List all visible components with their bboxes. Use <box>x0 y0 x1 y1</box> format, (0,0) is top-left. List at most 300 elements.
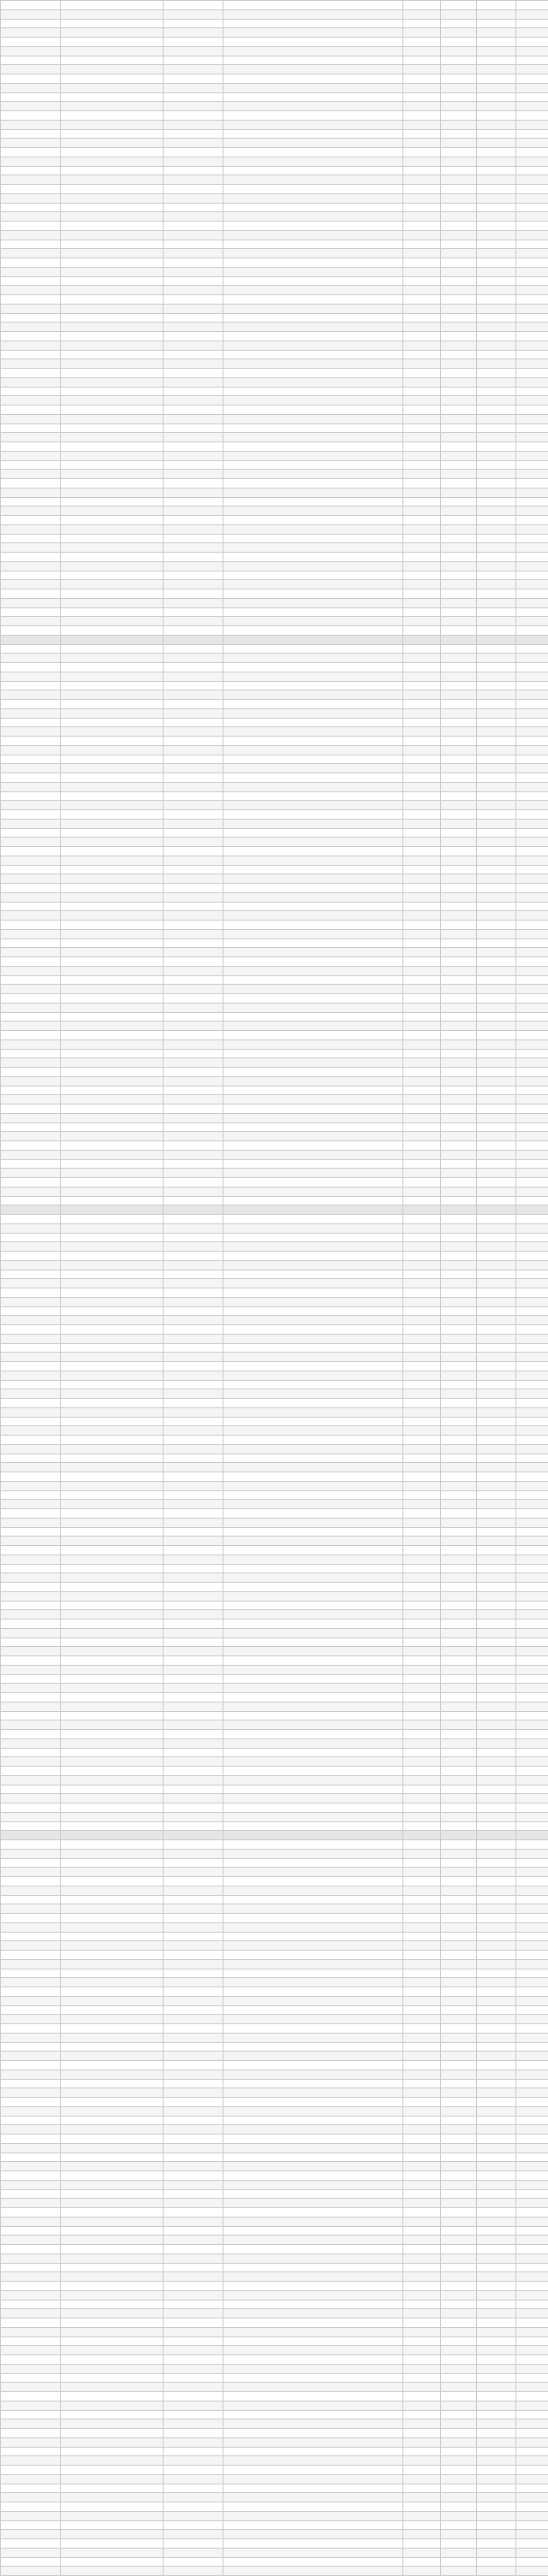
table-row <box>1 203 548 212</box>
subject-cell <box>164 1628 223 1637</box>
min-score-cell <box>441 2300 477 2309</box>
avg-score-cell <box>477 148 516 157</box>
table-row <box>1 1959 548 1969</box>
table-row <box>1 1252 548 1261</box>
count-cell <box>516 442 548 452</box>
count-cell <box>516 1904 548 1914</box>
batch-cell <box>61 1297 164 1306</box>
avg-score-cell <box>477 524 516 534</box>
min-score-cell <box>441 534 477 543</box>
major-cell <box>223 2466 403 2475</box>
batch-cell <box>61 2290 164 2300</box>
avg-score-cell <box>477 617 516 626</box>
major-cell <box>223 1785 403 1794</box>
avg-score-cell <box>477 2392 516 2401</box>
table-row <box>1 2199 548 2208</box>
subject-cell <box>164 1362 223 1371</box>
province-cell <box>1 2217 61 2226</box>
count-cell <box>516 1325 548 1335</box>
batch-cell <box>61 332 164 341</box>
min-score-cell <box>441 856 477 865</box>
province-cell <box>1 212 61 222</box>
count-cell <box>516 598 548 607</box>
province-cell <box>1 2429 61 2438</box>
table-row <box>1 9 548 19</box>
avg-score-cell <box>477 470 516 479</box>
batch-cell <box>61 276 164 286</box>
count-cell <box>516 1444 548 1454</box>
batch-cell <box>61 1895 164 1904</box>
batch-cell <box>61 764 164 773</box>
province-cell <box>1 1371 61 1380</box>
max-score-cell <box>403 1840 441 1850</box>
table-row <box>1 2180 548 2189</box>
max-score-cell <box>403 2005 441 2015</box>
min-score-cell <box>441 1738 477 1748</box>
max-score-cell <box>403 1748 441 1757</box>
count-cell <box>516 2401 548 2410</box>
table-header-row <box>1 1205 548 1215</box>
province-cell <box>1 1297 61 1306</box>
province-cell <box>1 690 61 700</box>
avg-score-cell <box>477 1242 516 1252</box>
batch-cell <box>61 1279 164 1288</box>
avg-score-cell <box>477 2383 516 2392</box>
province-cell <box>1 1132 61 1141</box>
province-cell <box>1 1656 61 1666</box>
major-cell <box>223 1306 403 1316</box>
max-score-cell <box>403 1187 441 1196</box>
min-score-cell <box>441 2189 477 2199</box>
province-cell <box>1 782 61 791</box>
major-cell <box>223 727 403 737</box>
table-row <box>1 286 548 295</box>
count-cell <box>516 2061 548 2070</box>
count-cell <box>516 782 548 791</box>
min-score-cell <box>441 1407 477 1417</box>
batch-cell <box>61 56 164 65</box>
subject-cell <box>164 92 223 102</box>
major-cell <box>223 19 403 28</box>
major-cell <box>223 1104 403 1114</box>
avg-score-cell <box>477 258 516 268</box>
province-cell <box>1 2282 61 2291</box>
province-cell <box>1 1914 61 1923</box>
major-cell <box>223 111 403 121</box>
max-score-cell <box>403 2383 441 2392</box>
subject-cell <box>164 2116 223 2125</box>
count-cell <box>516 2484 548 2493</box>
min-score-cell <box>441 2015 477 2024</box>
batch-cell <box>61 773 164 783</box>
subject-cell <box>164 1436 223 1445</box>
count-cell <box>516 497 548 506</box>
province-cell <box>1 1757 61 1767</box>
table-row <box>1 350 548 359</box>
avg-score-cell <box>477 1031 516 1040</box>
subject-cell <box>164 1996 223 2005</box>
min-score-cell <box>441 1169 477 1178</box>
avg-score-cell <box>477 2355 516 2365</box>
count-cell <box>516 1922 548 1932</box>
batch-cell <box>61 2162 164 2171</box>
batch-cell <box>61 1775 164 1785</box>
province-cell <box>1 884 61 893</box>
province-cell <box>1 516 61 525</box>
subject-cell <box>164 2143 223 2153</box>
column-header <box>441 1205 477 1215</box>
max-score-cell <box>403 1417 441 1426</box>
table-row <box>1 1794 548 1803</box>
province-cell <box>1 175 61 185</box>
table-row <box>1 83 548 92</box>
major-cell <box>223 561 403 571</box>
max-score-cell <box>403 2511 441 2520</box>
province-cell <box>1 1702 61 1711</box>
subject-cell <box>164 801 223 810</box>
batch-cell <box>61 1472 164 1482</box>
batch-cell <box>61 193 164 203</box>
subject-cell <box>164 2557 223 2567</box>
subject-cell <box>164 1481 223 1490</box>
batch-cell <box>61 1039 164 1049</box>
major-cell <box>223 571 403 580</box>
table-row <box>1 1674 548 1684</box>
province-cell <box>1 2290 61 2300</box>
province-cell <box>1 1306 61 1316</box>
count-cell <box>516 1785 548 1794</box>
province-cell <box>1 230 61 240</box>
max-score-cell <box>403 921 441 930</box>
avg-score-cell <box>477 1785 516 1794</box>
table-row <box>1 626 548 636</box>
count-cell <box>516 2199 548 2208</box>
min-score-cell <box>441 994 477 1004</box>
max-score-cell <box>403 1058 441 1068</box>
count-cell <box>516 488 548 497</box>
max-score-cell <box>403 2410 441 2419</box>
subject-cell <box>164 1353 223 1362</box>
province-cell <box>1 2263 61 2272</box>
major-cell <box>223 1187 403 1196</box>
avg-score-cell <box>477 1978 516 1987</box>
min-score-cell <box>441 617 477 626</box>
province-cell <box>1 406 61 415</box>
major-cell <box>223 1868 403 1877</box>
major-cell <box>223 2162 403 2171</box>
major-cell <box>223 1601 403 1610</box>
count-cell <box>516 56 548 65</box>
batch-cell <box>61 2098 164 2107</box>
subject-cell <box>164 1068 223 1077</box>
count-cell <box>516 1527 548 1537</box>
min-score-cell <box>441 1343 477 1353</box>
avg-score-cell <box>477 1260 516 1270</box>
avg-score-cell <box>477 773 516 783</box>
subject-cell <box>164 1306 223 1316</box>
max-score-cell <box>403 2052 441 2061</box>
province-cell <box>1 856 61 865</box>
province-cell <box>1 810 61 820</box>
province-cell <box>1 1187 61 1196</box>
subject-cell <box>164 1785 223 1794</box>
major-cell <box>223 1656 403 1666</box>
major-cell <box>223 65 403 74</box>
max-score-cell <box>403 222 441 231</box>
province-cell <box>1 2245 61 2254</box>
count-cell <box>516 1068 548 1077</box>
count-cell <box>516 1637 548 1647</box>
min-score-cell <box>441 1637 477 1647</box>
major-cell <box>223 1169 403 1178</box>
subject-cell <box>164 2539 223 2549</box>
batch-cell <box>61 1444 164 1454</box>
max-score-cell <box>403 1371 441 1380</box>
batch-cell <box>61 2309 164 2318</box>
min-score-cell <box>441 2125 477 2135</box>
table-row <box>1 1444 548 1454</box>
min-score-cell <box>441 111 477 121</box>
batch-cell <box>61 1647 164 1656</box>
major-cell <box>223 1886 403 1895</box>
batch-cell <box>61 2143 164 2153</box>
min-score-cell <box>441 286 477 295</box>
province-cell <box>1 589 61 599</box>
count-cell <box>516 737 548 746</box>
subject-cell <box>164 911 223 921</box>
min-score-cell <box>441 506 477 516</box>
min-score-cell <box>441 1334 477 1343</box>
subject-cell <box>164 240 223 249</box>
batch-cell <box>61 2484 164 2493</box>
max-score-cell <box>403 580 441 589</box>
max-score-cell <box>403 19 441 28</box>
table-row <box>1 1417 548 1426</box>
min-score-cell <box>441 1003 477 1012</box>
batch-cell <box>61 2116 164 2125</box>
table-row <box>1 791 548 801</box>
province-cell <box>1 2401 61 2410</box>
count-cell <box>516 2419 548 2429</box>
province-cell <box>1 1868 61 1877</box>
max-score-cell <box>403 1628 441 1637</box>
avg-score-cell <box>477 856 516 865</box>
min-score-cell <box>441 1500 477 1509</box>
column-header <box>61 1831 164 1840</box>
table-row <box>1 313 548 323</box>
province-cell <box>1 1969 61 1978</box>
province-cell <box>1 1389 61 1399</box>
table-row <box>1 1785 548 1794</box>
subject-cell <box>164 1058 223 1068</box>
avg-score-cell <box>477 1150 516 1159</box>
table-row <box>1 2208 548 2218</box>
subject-cell <box>164 38 223 47</box>
province-cell <box>1 2079 61 2088</box>
province-cell <box>1 249 61 258</box>
avg-score-cell <box>477 1353 516 1362</box>
min-score-cell <box>441 1951 477 1960</box>
batch-cell <box>61 1711 164 1720</box>
subject-cell <box>164 2079 223 2088</box>
batch-cell <box>61 1546 164 1555</box>
major-cell <box>223 957 403 967</box>
min-score-cell <box>441 1757 477 1767</box>
batch-cell <box>61 92 164 102</box>
table-row <box>1 884 548 893</box>
min-score-cell <box>441 369 477 378</box>
max-score-cell <box>403 1922 441 1932</box>
min-score-cell <box>441 2171 477 2181</box>
max-score-cell <box>403 442 441 452</box>
count-cell <box>516 1 548 10</box>
table-row <box>1 1086 548 1095</box>
min-score-cell <box>441 2088 477 2098</box>
avg-score-cell <box>477 1601 516 1610</box>
max-score-cell <box>403 598 441 607</box>
batch-cell <box>61 2383 164 2392</box>
province-cell <box>1 1711 61 1720</box>
table-row <box>1 1399 548 1408</box>
count-cell <box>516 1895 548 1904</box>
count-cell <box>516 524 548 534</box>
subject-cell <box>164 865 223 874</box>
table-row <box>1 1895 548 1904</box>
max-score-cell <box>403 166 441 175</box>
batch-cell <box>61 203 164 212</box>
table-row <box>1 193 548 203</box>
batch-cell <box>61 902 164 911</box>
count-cell <box>516 1270 548 1279</box>
major-cell <box>223 74 403 84</box>
province-cell <box>1 1233 61 1242</box>
column-header <box>441 635 477 644</box>
major-cell <box>223 892 403 902</box>
avg-score-cell <box>477 1003 516 1012</box>
subject-cell <box>164 1840 223 1850</box>
batch-cell <box>61 810 164 820</box>
batch-cell <box>61 1380 164 1389</box>
min-score-cell <box>441 2502 477 2512</box>
max-score-cell <box>403 727 441 737</box>
major-cell <box>223 2253 403 2263</box>
max-score-cell <box>403 2208 441 2218</box>
major-cell <box>223 2024 403 2034</box>
subject-cell <box>164 1637 223 1647</box>
avg-score-cell <box>477 2466 516 2475</box>
count-cell <box>516 1684 548 1693</box>
batch-cell <box>61 1288 164 1298</box>
province-cell <box>1 2364 61 2373</box>
table-row <box>1 571 548 580</box>
max-score-cell <box>403 65 441 74</box>
count-cell <box>516 249 548 258</box>
batch-cell <box>61 414 164 423</box>
max-score-cell <box>403 929 441 939</box>
min-score-cell <box>441 1886 477 1895</box>
subject-cell <box>164 773 223 783</box>
province-cell <box>1 1518 61 1527</box>
count-cell <box>516 139 548 148</box>
min-score-cell <box>441 764 477 773</box>
subject-cell <box>164 249 223 258</box>
major-cell <box>223 1554 403 1564</box>
table-row <box>1 56 548 65</box>
subject-cell <box>164 258 223 268</box>
batch-cell <box>61 442 164 452</box>
subject-cell <box>164 2235 223 2245</box>
min-score-cell <box>441 1628 477 1637</box>
major-cell <box>223 323 403 332</box>
province-cell <box>1 19 61 28</box>
min-score-cell <box>441 2447 477 2456</box>
min-score-cell <box>441 2484 477 2493</box>
batch-cell <box>61 2088 164 2098</box>
max-score-cell <box>403 1252 441 1261</box>
avg-score-cell <box>477 1803 516 1813</box>
batch-cell <box>61 1031 164 1040</box>
count-cell <box>516 1039 548 1049</box>
max-score-cell <box>403 83 441 92</box>
batch-cell <box>61 2502 164 2512</box>
province-cell <box>1 1380 61 1389</box>
min-score-cell <box>441 865 477 874</box>
table-row <box>1 782 548 791</box>
count-cell <box>516 1959 548 1969</box>
max-score-cell <box>403 1656 441 1666</box>
batch-cell <box>61 2456 164 2466</box>
subject-cell <box>164 1426 223 1436</box>
avg-score-cell <box>477 442 516 452</box>
province-cell <box>1 1196 61 1205</box>
major-cell <box>223 1353 403 1362</box>
table-row <box>1 1260 548 1270</box>
count-cell <box>516 1738 548 1748</box>
batch-cell <box>61 672 164 681</box>
province-cell <box>1 939 61 948</box>
min-score-cell <box>441 423 477 433</box>
max-score-cell <box>403 2263 441 2272</box>
batch-cell <box>61 2282 164 2291</box>
max-score-cell <box>403 2327 441 2336</box>
count-cell <box>516 1242 548 1252</box>
table-row <box>1 1886 548 1895</box>
min-score-cell <box>441 276 477 286</box>
subject-cell <box>164 2263 223 2272</box>
min-score-cell <box>441 1417 477 1426</box>
major-cell <box>223 1279 403 1288</box>
count-cell <box>516 2180 548 2189</box>
province-cell <box>1 607 61 617</box>
subject-cell <box>164 1738 223 1748</box>
major-cell <box>223 2070 403 2079</box>
min-score-cell <box>441 1656 477 1666</box>
major-cell <box>223 2327 403 2336</box>
batch-cell <box>61 506 164 516</box>
subject-cell <box>164 663 223 672</box>
province-cell <box>1 1223 61 1233</box>
count-cell <box>516 2282 548 2291</box>
major-cell <box>223 286 403 295</box>
count-cell <box>516 193 548 203</box>
subject-cell <box>164 1702 223 1711</box>
max-score-cell <box>403 295 441 305</box>
subject-cell <box>164 2226 223 2235</box>
min-score-cell <box>441 28 477 38</box>
table-row <box>1 111 548 121</box>
count-cell <box>516 745 548 755</box>
count-cell <box>516 2235 548 2245</box>
